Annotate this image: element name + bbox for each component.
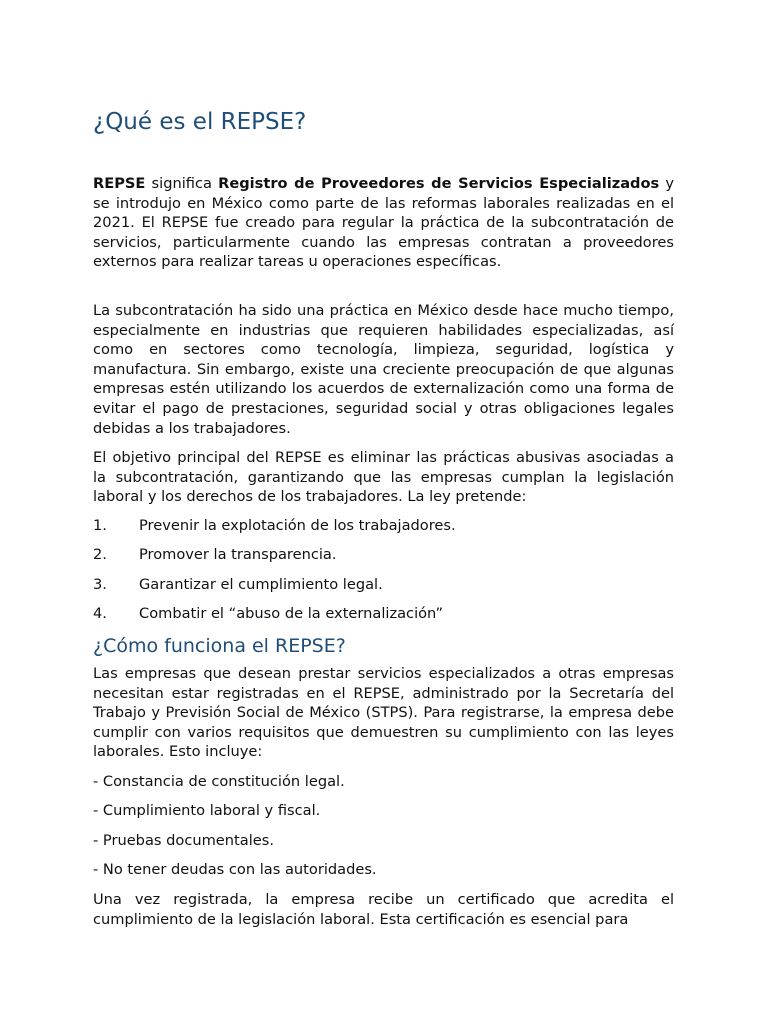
page-title: ¿Qué es el REPSE? <box>93 109 307 135</box>
requirement-item: - Pruebas documentales. <box>93 832 274 849</box>
goal-text: Prevenir la explotación de los trabajadores. <box>139 517 456 534</box>
word-significa: significa <box>151 175 212 192</box>
paragraph-objetivo: El objetivo principal del REPSE es eliminar las prácticas abusivas asociadas a la subcontratación, garantizando que las empresas cumplan la legislación laboral y los derechos de los trabajadores. La ley pretende: <box>93 449 674 506</box>
goal-number: 4. <box>93 605 107 622</box>
section-heading-como-funciona: ¿Cómo funciona el REPSE? <box>93 635 346 657</box>
goal-number: 3. <box>93 576 107 593</box>
intro-paragraph <box>93 174 674 272</box>
goal-text: Combatir el “abuso de la externalización” <box>139 605 444 622</box>
intro-rest: y se introdujo en México como parte de las reformas laborales realizadas en el 2021. El REPSE fue creado para regular la práctica de la subcontratación de servicios, particularmente cuando las empresas contratan a proveedores externos para realizar tareas u operaciones específicas. <box>93 175 674 271</box>
goal-text: Garantizar el cumplimiento legal. <box>139 576 383 593</box>
requirement-item: - No tener deudas con las autoridades. <box>93 861 377 878</box>
term-repse: REPSE <box>93 175 146 192</box>
goal-number: 1. <box>93 517 107 534</box>
paragraph-subcontratacion: La subcontratación ha sido una práctica en México desde hace mucho tiempo, especialmente en industrias que requieren habilidades especializadas, así como en sectores como tecnología, limpieza, seguridad, logística y manufactura. Sin embargo, existe una creciente preocupación de que algunas empresas estén utilizando los acuerdos de externalización como una forma de evitar el pago de prestaciones, seguridad social y otras obligaciones legales debidas a los trabajadores. <box>93 302 674 437</box>
requirement-item: - Constancia de constitución legal. <box>93 773 345 790</box>
goal-number: 2. <box>93 546 107 563</box>
paragraph-certificado: Una vez registrada, la empresa recibe un certificado que acredita el cumplimiento de la legislación laboral. Esta certificación es esencial para <box>93 891 674 928</box>
full-name: Registro de Proveedores de Servicios Especializados <box>218 175 660 192</box>
goal-text: Promover la transparencia. <box>139 546 337 563</box>
paragraph-registro: Las empresas que desean prestar servicios especializados a otras empresas necesitan estar registradas en el REPSE, administrado por la Secretaría del Trabajo y Previsión Social de México (STPS). Para registrarse, la empresa debe cumplir con varios requisitos que demuestren su cumplimiento con las leyes laborales. Esto incluye: <box>93 665 674 761</box>
requirement-item: - Cumplimiento laboral y fiscal. <box>93 802 321 819</box>
